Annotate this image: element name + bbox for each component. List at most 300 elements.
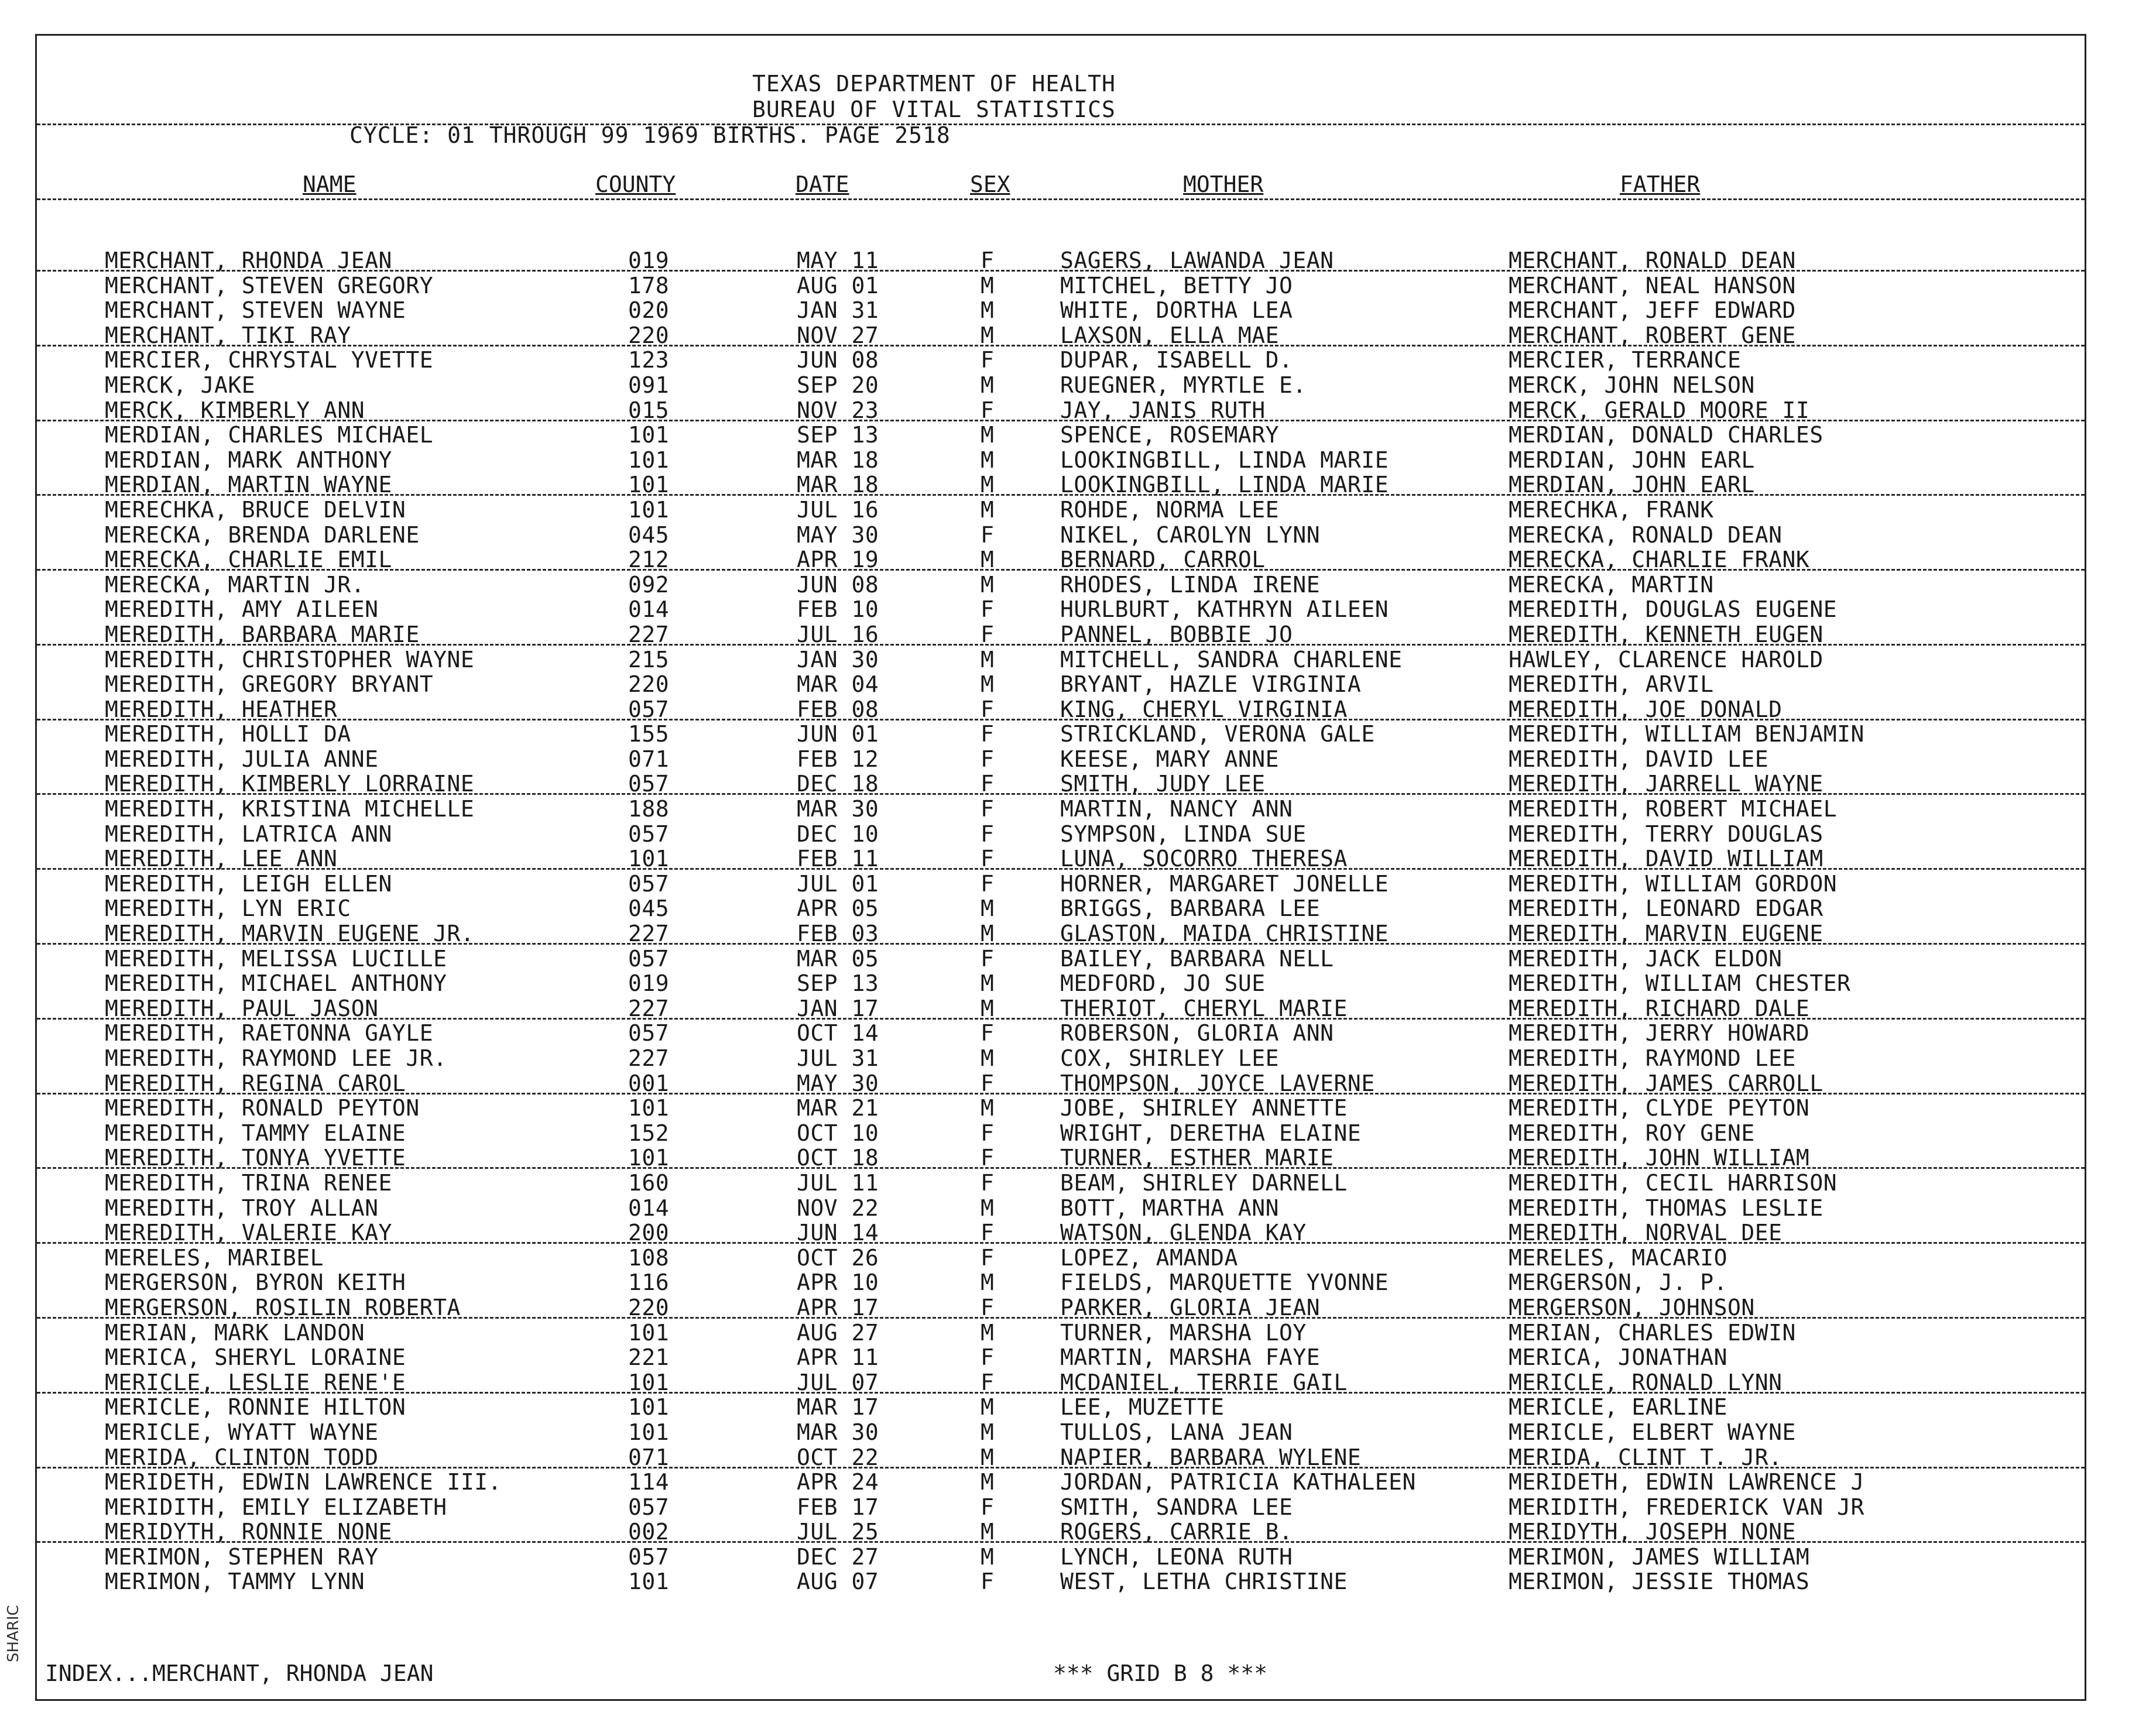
record-name: MERCK, JAKE (105, 372, 256, 398)
record-name: MEREDITH, VALERIE KAY (105, 1220, 392, 1246)
record-row (37, 622, 2085, 647)
record-sex: M (981, 1419, 995, 1445)
record-date: JUL 07 (797, 1369, 879, 1395)
record-name: MERICLE, RONNIE HILTON (105, 1394, 406, 1421)
record-county: 155 (628, 721, 670, 747)
record-name: MEREDITH, PAUL JASON (105, 995, 379, 1021)
record-father: MEREDITH, CLYDE PEYTON (1509, 1095, 1810, 1121)
record-father: MERECKA, CHARLIE FRANK (1509, 547, 1810, 573)
record-row (37, 1569, 2085, 1594)
record-date: OCT 10 (797, 1120, 879, 1146)
record-mother: ROGERS, CARRIE B. (1060, 1519, 1293, 1545)
record-mother: SPENCE, ROSEMARY (1060, 422, 1280, 448)
record-name: MERIMON, STEPHEN RAY (105, 1543, 379, 1570)
record-name: MERECKA, CHARLIE EMIL (105, 547, 392, 573)
record-name: MERICA, SHERYL LORAINE (105, 1344, 406, 1371)
record-date: JUL 31 (797, 1045, 879, 1071)
record-name: MEREDITH, BARBARA MARIE (105, 621, 420, 647)
record-father: MERECKA, MARTIN (1509, 571, 1714, 598)
record-name: MEREDITH, RONALD PEYTON (105, 1095, 420, 1121)
record-county: 045 (628, 896, 670, 922)
record-sex: F (981, 621, 995, 647)
record-county: 114 (628, 1469, 670, 1495)
record-date: OCT 26 (797, 1244, 879, 1271)
record-sex: M (981, 322, 995, 348)
record-row (37, 697, 2085, 722)
record-county: 015 (628, 397, 670, 423)
record-county: 220 (628, 1294, 670, 1320)
record-mother: LAXSON, ELLA MAE (1060, 322, 1280, 348)
record-sex: M (981, 372, 995, 398)
record-row (37, 447, 2085, 472)
record-father: MERIMON, JESSIE THOMAS (1509, 1569, 1810, 1595)
record-date: OCT 18 (797, 1145, 879, 1171)
record-mother: ROBERSON, GLORIA ANN (1060, 1020, 1334, 1047)
record-sex: M (981, 472, 995, 498)
record-mother: NIKEL, CAROLYN LYNN (1060, 522, 1321, 548)
record-row (37, 422, 2085, 447)
record-row (37, 1170, 2085, 1195)
column-header-divider (37, 198, 2085, 200)
record-county: 101 (628, 447, 670, 473)
record-sex: M (981, 1394, 995, 1421)
record-father: MEREDITH, WILLIAM BENJAMIN (1509, 721, 1864, 747)
record-row (37, 372, 2085, 397)
record-father: MEREDITH, DAVID LEE (1509, 746, 1769, 772)
record-mother: DUPAR, ISABELL D. (1060, 347, 1293, 373)
record-county: 101 (628, 846, 670, 872)
record-row (37, 1020, 2085, 1045)
record-date: FEB 17 (797, 1494, 879, 1520)
record-date: AUG 07 (797, 1569, 879, 1595)
record-sex: F (981, 596, 995, 623)
record-name: MERELES, MARIBEL (105, 1244, 324, 1271)
record-sex: M (981, 422, 995, 448)
record-mother: JAY, JANIS RUTH (1060, 397, 1266, 423)
record-father: MEREDITH, KENNETH EUGEN (1509, 621, 1823, 647)
record-row (37, 821, 2085, 846)
record-father: MERGERSON, J. P. (1509, 1270, 1728, 1296)
record-county: 057 (628, 1494, 670, 1520)
record-mother: MITCHELL, SANDRA CHARLENE (1060, 646, 1403, 673)
record-date: JUL 01 (797, 870, 879, 897)
record-date: JAN 17 (797, 995, 879, 1021)
record-row (37, 522, 2085, 547)
record-row (37, 1095, 2085, 1120)
record-name: MERICLE, WYATT WAYNE (105, 1419, 379, 1445)
record-mother: LOPEZ, AMANDA (1060, 1244, 1238, 1271)
record-county: 101 (628, 1394, 670, 1421)
record-sex: F (981, 1294, 995, 1320)
record-row (37, 572, 2085, 597)
record-date: NOV 27 (797, 322, 879, 348)
record-sex: F (981, 746, 995, 772)
record-county: 101 (628, 1319, 670, 1346)
record-mother: LEE, MUZETTE (1060, 1394, 1225, 1421)
record-row (37, 1295, 2085, 1320)
record-row (37, 273, 2085, 298)
record-mother: MCDANIEL, TERRIE GAIL (1060, 1369, 1348, 1395)
record-father: MERIDITH, FREDERICK VAN JR (1509, 1494, 1864, 1520)
record-name: MERIMON, TAMMY LYNN (105, 1569, 365, 1595)
column-header-father: FATHER (1620, 171, 1701, 197)
record-row (37, 1445, 2085, 1470)
record-mother: SMITH, SANDRA LEE (1060, 1494, 1293, 1520)
record-mother: ROHDE, NORMA LEE (1060, 496, 1280, 523)
record-row (37, 1145, 2085, 1170)
record-date: APR 11 (797, 1344, 879, 1371)
record-name: MEREDITH, RAYMOND LEE JR. (105, 1045, 447, 1071)
record-name: MEREDITH, AMY AILEEN (105, 596, 379, 623)
record-row (37, 771, 2085, 796)
record-county: 057 (628, 870, 670, 897)
record-sex: M (981, 571, 995, 598)
record-name: MEREDITH, RAETONNA GAYLE (105, 1020, 434, 1047)
record-sex: F (981, 1020, 995, 1047)
record-row (37, 1270, 2085, 1295)
record-row (37, 1120, 2085, 1145)
record-name: MERIDA, CLINTON TODD (105, 1444, 379, 1470)
record-row (37, 1494, 2085, 1519)
record-father: MEREDITH, NORVAL DEE (1509, 1220, 1782, 1246)
record-mother: LOOKINGBILL, LINDA MARIE (1060, 447, 1389, 473)
record-mother: MARTIN, NANCY ANN (1060, 796, 1293, 822)
record-county: 001 (628, 1070, 670, 1096)
record-date: FEB 03 (797, 921, 879, 947)
record-county: 227 (628, 921, 670, 947)
record-father: MERECKA, RONALD DEAN (1509, 522, 1782, 548)
record-row (37, 1220, 2085, 1245)
record-date: JUL 25 (797, 1519, 879, 1545)
record-mother: HORNER, MARGARET JONELLE (1060, 870, 1389, 897)
record-row (37, 946, 2085, 971)
record-sex: F (981, 1145, 995, 1171)
record-county: 160 (628, 1169, 670, 1196)
record-row (37, 1370, 2085, 1395)
record-county: 188 (628, 796, 670, 822)
record-sex: M (981, 1469, 995, 1495)
record-name: MEREDITH, KRISTINA MICHELLE (105, 796, 475, 822)
record-mother: SAGERS, LAWANDA JEAN (1060, 248, 1334, 273)
record-name: MERECKA, BRENDA DARLENE (105, 522, 420, 548)
record-name: MERECHKA, BRUCE DELVIN (105, 496, 406, 523)
record-date: JUN 01 (797, 721, 879, 747)
side-mark: SHARIC (5, 1605, 22, 1662)
record-county: 101 (628, 422, 670, 448)
record-county: 200 (628, 1220, 670, 1246)
record-father: MERICLE, ELBERT WAYNE (1509, 1419, 1796, 1445)
record-father: MEREDITH, THOMAS LESLIE (1509, 1195, 1823, 1221)
record-name: MEREDITH, LEE ANN (105, 846, 338, 872)
record-date: APR 17 (797, 1294, 879, 1320)
record-date: FEB 08 (797, 696, 879, 722)
record-county: 227 (628, 995, 670, 1021)
record-sex: M (981, 1270, 995, 1296)
record-mother: BRYANT, HAZLE VIRGINIA (1060, 671, 1362, 698)
record-father: MERCK, JOHN NELSON (1509, 372, 1755, 398)
record-row (37, 248, 2085, 273)
record-name: MERDIAN, MARTIN WAYNE (105, 472, 392, 498)
record-date: JUN 08 (797, 571, 879, 598)
record-county: 045 (628, 522, 670, 548)
record-father: MERICLE, EARLINE (1509, 1394, 1728, 1421)
record-date: FEB 12 (797, 746, 879, 772)
record-county: 019 (628, 970, 670, 997)
record-date: JAN 31 (797, 297, 879, 324)
record-father: MEREDITH, WILLIAM CHESTER (1509, 970, 1851, 997)
header-cycle-line: CYCLE: 01 THROUGH 99 1969 BIRTHS. PAGE 2518 (349, 122, 951, 148)
record-mother: THERIOT, CHERYL MARIE (1060, 995, 1348, 1021)
record-mother: BOTT, MARTHA ANN (1060, 1195, 1280, 1221)
record-mother: BERNARD, CARROL (1060, 547, 1266, 573)
record-name: MEREDITH, CHRISTOPHER WAYNE (105, 646, 475, 673)
record-mother: HURLBURT, KATHRYN AILEEN (1060, 596, 1389, 623)
record-mother: LOOKINGBILL, LINDA MARIE (1060, 472, 1389, 498)
record-sex: F (981, 696, 995, 722)
record-date: DEC 10 (797, 821, 879, 847)
record-row (37, 746, 2085, 771)
records-list (37, 248, 2085, 1594)
record-name: MERIDETH, EDWIN LAWRENCE III. (105, 1469, 502, 1495)
column-header-mother: MOTHER (1183, 171, 1264, 197)
record-row (37, 547, 2085, 572)
record-sex: F (981, 870, 995, 897)
record-father: MEREDITH, DAVID WILLIAM (1509, 846, 1823, 872)
record-sex: F (981, 1220, 995, 1246)
record-mother: BAILEY, BARBARA NELL (1060, 945, 1334, 972)
record-mother: TURNER, MARSHA LOY (1060, 1319, 1307, 1346)
record-county: 101 (628, 1419, 670, 1445)
record-row (37, 1519, 2085, 1544)
record-row (37, 1245, 2085, 1270)
record-father: MEREDITH, JARRELL WAYNE (1509, 771, 1823, 797)
record-date: OCT 14 (797, 1020, 879, 1047)
record-name: MEREDITH, REGINA CAROL (105, 1070, 406, 1096)
record-father: MEREDITH, JOE DONALD (1509, 696, 1782, 722)
record-father: MERCIER, TERRANCE (1509, 347, 1742, 373)
record-county: 212 (628, 547, 670, 573)
record-county: 108 (628, 1244, 670, 1271)
record-county: 101 (628, 1369, 670, 1395)
record-father: MEREDITH, TERRY DOUGLAS (1509, 821, 1823, 847)
record-mother: KEESE, MARY ANNE (1060, 746, 1280, 772)
column-header-county: COUNTY (595, 171, 676, 197)
record-date: JUL 16 (797, 621, 879, 647)
record-county: 057 (628, 821, 670, 847)
record-name: MERCHANT, TIKI RAY (105, 322, 351, 348)
record-sex: F (981, 1569, 995, 1595)
record-county: 227 (628, 1045, 670, 1071)
record-county: 152 (628, 1120, 670, 1146)
record-county: 101 (628, 1095, 670, 1121)
record-county: 101 (628, 1569, 670, 1595)
record-sex: M (981, 1444, 995, 1470)
record-name: MERCHANT, RHONDA JEAN (105, 248, 392, 273)
record-sex: M (981, 272, 995, 299)
record-date: JUN 14 (797, 1220, 879, 1246)
record-sex: M (981, 496, 995, 523)
record-name: MEREDITH, TRINA RENEE (105, 1169, 392, 1196)
record-mother: FIELDS, MARQUETTE YVONNE (1060, 1270, 1389, 1296)
column-header-date: DATE (796, 171, 849, 197)
record-date: DEC 27 (797, 1543, 879, 1570)
record-row (37, 1544, 2085, 1569)
record-mother: GLASTON, MAIDA CHRISTINE (1060, 921, 1389, 947)
record-father: MERICA, JONATHAN (1509, 1344, 1728, 1371)
record-sex: M (981, 1543, 995, 1570)
record-mother: SMITH, JUDY LEE (1060, 771, 1266, 797)
record-sex: F (981, 397, 995, 423)
record-county: 057 (628, 771, 670, 797)
record-sex: F (981, 1344, 995, 1371)
document-frame (35, 34, 2086, 1701)
record-sex: M (981, 1519, 995, 1545)
record-county: 215 (628, 646, 670, 673)
record-sex: F (981, 1120, 995, 1146)
record-sex: F (981, 721, 995, 747)
record-name: MERCIER, CHRYSTAL YVETTE (105, 347, 434, 373)
record-father: MERDIAN, JOHN EARL (1509, 447, 1755, 473)
record-father: MEREDITH, MARVIN EUGENE (1509, 921, 1823, 947)
record-date: SEP 20 (797, 372, 879, 398)
record-row (37, 1419, 2085, 1445)
column-header-sex: SEX (970, 171, 1010, 197)
record-mother: WATSON, GLENDA KAY (1060, 1220, 1307, 1246)
record-county: 178 (628, 272, 670, 299)
record-father: MEREDITH, ROY GENE (1509, 1120, 1755, 1146)
record-row (37, 721, 2085, 746)
record-father: MERGERSON, JOHNSON (1509, 1294, 1755, 1320)
record-mother: LUNA, SOCORRO THERESA (1060, 846, 1348, 872)
record-father: MEREDITH, LEONARD EDGAR (1509, 896, 1823, 922)
record-sex: F (981, 796, 995, 822)
record-father: MERIDA, CLINT T. JR. (1509, 1444, 1782, 1470)
record-date: MAR 05 (797, 945, 879, 972)
record-row (37, 671, 2085, 697)
record-mother: BRIGGS, BARBARA LEE (1060, 896, 1321, 922)
record-county: 071 (628, 1444, 670, 1470)
record-date: AUG 01 (797, 272, 879, 299)
record-father: MERDIAN, DONALD CHARLES (1509, 422, 1823, 448)
record-date: NOV 23 (797, 397, 879, 423)
record-date: APR 19 (797, 547, 879, 573)
record-date: JUL 16 (797, 496, 879, 523)
record-name: MEREDITH, MICHAEL ANTHONY (105, 970, 447, 997)
record-father: MEREDITH, RAYMOND LEE (1509, 1045, 1796, 1071)
record-date: APR 10 (797, 1270, 879, 1296)
record-mother: PANNEL, BOBBIE JO (1060, 621, 1293, 647)
record-county: 101 (628, 472, 670, 498)
record-sex: F (981, 945, 995, 972)
record-mother: KING, CHERYL VIRGINIA (1060, 696, 1348, 722)
record-row (37, 1195, 2085, 1220)
record-sex: F (981, 846, 995, 872)
record-name: MERCHANT, STEVEN WAYNE (105, 297, 406, 324)
record-row (37, 921, 2085, 946)
record-date: JUN 08 (797, 347, 879, 373)
column-header-name: NAME (303, 171, 356, 197)
record-mother: COX, SHIRLEY LEE (1060, 1045, 1280, 1071)
record-name: MEREDITH, KIMBERLY LORRAINE (105, 771, 475, 797)
record-row (37, 1344, 2085, 1370)
record-date: MAR 17 (797, 1394, 879, 1421)
record-father: MEREDITH, CECIL HARRISON (1509, 1169, 1838, 1196)
record-father: MEREDITH, JACK ELDON (1509, 945, 1782, 972)
record-sex: M (981, 297, 995, 324)
record-father: HAWLEY, CLARENCE HAROLD (1509, 646, 1823, 673)
record-row (37, 896, 2085, 921)
record-row (37, 970, 2085, 996)
record-county: 014 (628, 596, 670, 623)
record-name: MERICLE, LESLIE RENE'E (105, 1369, 406, 1395)
record-sex: F (981, 1244, 995, 1271)
record-sex: M (981, 1195, 995, 1221)
record-sex: F (981, 248, 995, 273)
record-name: MEREDITH, LEIGH ELLEN (105, 870, 392, 897)
record-row (37, 1071, 2085, 1096)
record-mother: WRIGHT, DERETHA ELAINE (1060, 1120, 1362, 1146)
record-date: FEB 11 (797, 846, 879, 872)
record-mother: SYMPSON, LINDA SUE (1060, 821, 1307, 847)
record-county: 220 (628, 671, 670, 698)
footer-grid: *** GRID B 8 *** (1053, 1660, 1268, 1686)
record-mother: MITCHEL, BETTY JO (1060, 272, 1293, 299)
record-mother: RUEGNER, MYRTLE E. (1060, 372, 1307, 398)
record-name: MEREDITH, TAMMY ELAINE (105, 1120, 406, 1146)
record-county: 014 (628, 1195, 670, 1221)
record-date: JAN 30 (797, 646, 879, 673)
record-county: 057 (628, 1020, 670, 1047)
record-sex: M (981, 995, 995, 1021)
record-date: MAR 04 (797, 671, 879, 698)
record-date: FEB 10 (797, 596, 879, 623)
record-mother: TURNER, ESTHER MARIE (1060, 1145, 1334, 1171)
record-mother: MEDFORD, JO SUE (1060, 970, 1266, 997)
record-sex: M (981, 1045, 995, 1071)
record-county: 057 (628, 1543, 670, 1570)
record-county: 123 (628, 347, 670, 373)
record-county: 071 (628, 746, 670, 772)
record-name: MEREDITH, LATRICA ANN (105, 821, 392, 847)
record-row (37, 1394, 2085, 1419)
record-name: MERCK, KIMBERLY ANN (105, 397, 365, 423)
record-date: MAR 18 (797, 472, 879, 498)
record-date: MAR 30 (797, 1419, 879, 1445)
record-sex: F (981, 1169, 995, 1196)
record-county: 221 (628, 1344, 670, 1371)
record-mother: JOBE, SHIRLEY ANNETTE (1060, 1095, 1348, 1121)
record-row (37, 871, 2085, 896)
record-mother: STRICKLAND, VERONA GALE (1060, 721, 1375, 747)
record-row (37, 647, 2085, 672)
record-row (37, 397, 2085, 423)
record-mother: LYNCH, LEONA RUTH (1060, 1543, 1293, 1570)
record-name: MEREDITH, HOLLI DA (105, 721, 351, 747)
record-name: MEREDITH, MELISSA LUCILLE (105, 945, 447, 972)
header-title: TEXAS DEPARTMENT OF HEALTH (752, 71, 1116, 97)
record-row (37, 497, 2085, 522)
record-sex: F (981, 771, 995, 797)
record-sex: M (981, 447, 995, 473)
record-row (37, 596, 2085, 622)
record-sex: M (981, 970, 995, 997)
record-mother: JORDAN, PATRICIA KATHALEEN (1060, 1469, 1416, 1495)
record-row (37, 347, 2085, 372)
record-father: MERIDYTH, JOSEPH NONE (1509, 1519, 1796, 1545)
record-name: MEREDITH, TROY ALLAN (105, 1195, 379, 1221)
record-father: MEREDITH, ARVIL (1509, 671, 1714, 698)
record-row (37, 1045, 2085, 1071)
